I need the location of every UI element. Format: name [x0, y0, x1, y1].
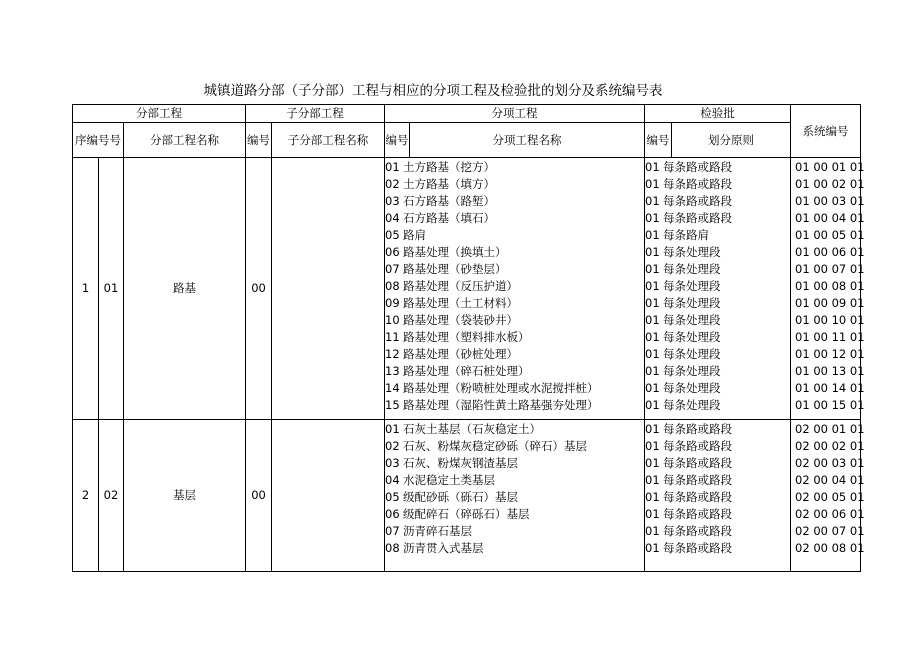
item-code: 06 — [385, 507, 400, 521]
item-line — [385, 523, 644, 540]
division-table — [72, 104, 865, 572]
batch-line — [645, 261, 790, 278]
batch-line — [645, 397, 790, 414]
batch-rule: 每条路或路段 — [663, 473, 733, 487]
item-line — [385, 380, 644, 397]
batch-line — [645, 489, 790, 506]
system-code: 02 00 02 01 — [795, 439, 865, 453]
item-name: 路基处理（湿陷性黄土路基强夯处理） — [403, 398, 599, 412]
batch-code: 01 — [645, 439, 660, 453]
batch-list — [645, 420, 791, 572]
batch-code: 01 — [645, 296, 660, 310]
batch-code: 01 — [645, 473, 660, 487]
item-line — [385, 193, 644, 210]
document-title: 城镇道路分部（子分部）工程与相应的分项工程及检验批的划分及系统编号表 — [203, 83, 663, 99]
item-line — [385, 506, 644, 523]
batch-rule: 每条路或路段 — [663, 160, 733, 174]
item-code: 06 — [385, 245, 400, 259]
batch-line — [645, 455, 790, 472]
item-name: 路基处理（换填土） — [403, 245, 507, 259]
item-code: 04 — [385, 211, 400, 225]
system-code: 01 00 08 01 — [795, 279, 865, 293]
batch-code: 01 — [645, 524, 660, 538]
item-line — [385, 421, 644, 438]
header-row-sub — [73, 123, 861, 158]
batch-line — [645, 278, 790, 295]
batch-line — [645, 540, 790, 557]
item-code: 01 — [385, 422, 400, 436]
batch-code: 01 — [645, 228, 660, 242]
batch-line — [645, 523, 790, 540]
item-code: 05 — [385, 228, 400, 242]
system-code-list — [791, 158, 865, 420]
batch-code: 01 — [645, 541, 660, 555]
batch-rule: 每条处理段 — [663, 347, 721, 361]
system-code: 01 00 11 01 — [795, 330, 865, 344]
group-sub-name — [272, 420, 385, 572]
item-code: 08 — [385, 541, 400, 555]
batch-code: 01 — [645, 262, 660, 276]
group-sub-code: 00 — [246, 158, 272, 420]
batch-rule: 每条路或路段 — [663, 507, 733, 521]
item-list — [385, 158, 645, 420]
header-zi-name: 子分部工程名称 — [272, 123, 385, 158]
system-code: 01 00 10 01 — [795, 313, 865, 327]
item-line — [385, 159, 644, 176]
batch-code: 01 — [645, 422, 660, 436]
item-code: 14 — [385, 381, 400, 395]
batch-line — [645, 176, 790, 193]
item-code: 15 — [385, 398, 400, 412]
header-jyp-code: 编号 — [645, 123, 672, 158]
item-line — [385, 176, 644, 193]
item-name: 土方路基（挖方） — [403, 160, 496, 174]
batch-line — [645, 329, 790, 346]
item-name: 路肩 — [403, 228, 427, 242]
batch-code: 01 — [645, 507, 660, 521]
batch-rule: 每条处理段 — [663, 330, 721, 344]
header-jyp-rule: 划分原则 — [672, 123, 791, 158]
batch-code: 01 — [645, 381, 660, 395]
item-list — [385, 420, 645, 572]
item-name: 石灰、粉煤灰稳定砂砾（碎石）基层 — [403, 439, 588, 453]
group-sub-name — [272, 158, 385, 420]
system-code: 01 00 07 01 — [795, 262, 865, 276]
batch-rule: 每条路或路段 — [663, 194, 733, 208]
group-seq: 2 — [73, 420, 99, 572]
item-code: 02 — [385, 177, 400, 191]
header-row-group — [73, 105, 861, 123]
batch-code: 01 — [645, 194, 660, 208]
batch-rule: 每条处理段 — [663, 398, 721, 412]
item-line — [385, 261, 644, 278]
batch-code: 01 — [645, 160, 660, 174]
item-line — [385, 455, 644, 472]
item-name: 水泥稳定土类基层 — [403, 473, 496, 487]
item-line — [385, 489, 644, 506]
system-code: 02 00 01 01 — [795, 422, 865, 436]
system-code: 02 00 03 01 — [795, 456, 865, 470]
system-code: 02 00 08 01 — [795, 541, 865, 555]
header-seq-code: 序编号号 — [73, 123, 124, 158]
group-sub-code: 00 — [246, 420, 272, 572]
batch-rule: 每条路或路段 — [663, 439, 733, 453]
item-code: 09 — [385, 296, 400, 310]
item-name: 石灰、粉煤灰钢渣基层 — [403, 456, 519, 470]
item-name: 路基处理（袋装砂井） — [403, 313, 519, 327]
batch-line — [645, 193, 790, 210]
system-code: 02 00 05 01 — [795, 490, 865, 504]
batch-line — [645, 312, 790, 329]
batch-rule: 每条路或路段 — [663, 177, 733, 191]
item-name: 路基处理（土工材料） — [403, 296, 519, 310]
item-name: 路基处理（塑料排水板） — [403, 330, 530, 344]
batch-code: 01 — [645, 364, 660, 378]
header-fenxiang: 分项工程 — [385, 105, 645, 123]
batch-code: 01 — [645, 177, 660, 191]
item-code: 05 — [385, 490, 400, 504]
batch-rule: 每条路或路段 — [663, 524, 733, 538]
item-line — [385, 227, 644, 244]
system-code: 01 00 13 01 — [795, 364, 865, 378]
item-line — [385, 244, 644, 261]
system-code: 01 00 15 01 — [795, 398, 865, 412]
batch-code: 01 — [645, 211, 660, 225]
item-code: 07 — [385, 524, 400, 538]
item-line — [385, 210, 644, 227]
batch-line — [645, 438, 790, 455]
item-code: 07 — [385, 262, 400, 276]
item-line — [385, 312, 644, 329]
item-name: 土方路基（填方） — [403, 177, 496, 191]
batch-rule: 每条路或路段 — [663, 541, 733, 555]
header-fx-name: 分项工程名称 — [410, 123, 645, 158]
item-name: 路基处理（砂桩处理） — [403, 347, 519, 361]
item-line — [385, 438, 644, 455]
item-code: 08 — [385, 279, 400, 293]
batch-line — [645, 346, 790, 363]
system-code: 01 00 12 01 — [795, 347, 865, 361]
item-name: 沥青贯入式基层 — [403, 541, 484, 555]
system-code: 01 00 04 01 — [795, 211, 865, 225]
item-name: 石方路基（路堑） — [403, 194, 496, 208]
item-line — [385, 540, 644, 557]
system-code: 01 00 02 01 — [795, 177, 865, 191]
batch-line — [645, 472, 790, 489]
item-name: 石方路基（填石） — [403, 211, 496, 225]
system-code: 01 00 09 01 — [795, 296, 865, 310]
item-name: 级配碎石（碎砾石）基层 — [403, 507, 530, 521]
batch-rule: 每条处理段 — [663, 262, 721, 276]
item-code: 13 — [385, 364, 400, 378]
system-code: 02 00 06 01 — [795, 507, 865, 521]
system-code: 02 00 04 01 — [795, 473, 865, 487]
header-fenbu: 分部工程 — [73, 105, 246, 123]
item-name: 路基处理（反压护道） — [403, 279, 519, 293]
header-jianyanpi: 检验批 — [645, 105, 791, 123]
item-line — [385, 295, 644, 312]
batch-rule: 每条路或路段 — [663, 490, 733, 504]
item-line — [385, 329, 644, 346]
system-code: 01 00 14 01 — [795, 381, 865, 395]
batch-rule: 每条处理段 — [663, 296, 721, 310]
item-code: 11 — [385, 330, 400, 344]
group-code: 01 — [99, 158, 124, 420]
batch-rule: 每条路或路段 — [663, 211, 733, 225]
batch-code: 01 — [645, 347, 660, 361]
item-code: 12 — [385, 347, 400, 361]
batch-code: 01 — [645, 456, 660, 470]
group-name: 基层 — [124, 420, 246, 572]
system-code: 01 00 03 01 — [795, 194, 865, 208]
item-name: 路基处理（砂垫层） — [403, 262, 507, 276]
header-fenbu-name: 分部工程名称 — [124, 123, 246, 158]
header-fx-code: 编号 — [385, 123, 410, 158]
batch-code: 01 — [645, 490, 660, 504]
system-code: 01 00 06 01 — [795, 245, 865, 259]
system-code-list — [791, 420, 865, 572]
batch-line — [645, 295, 790, 312]
group-code: 02 — [99, 420, 124, 572]
group-seq: 1 — [73, 158, 99, 420]
header-xitong: 系统编号 — [791, 105, 861, 158]
item-code: 03 — [385, 194, 400, 208]
batch-code: 01 — [645, 330, 660, 344]
batch-rule: 每条路肩 — [663, 228, 710, 242]
item-line — [385, 472, 644, 489]
batch-line — [645, 421, 790, 438]
batch-code: 01 — [645, 313, 660, 327]
batch-rule: 每条处理段 — [663, 381, 721, 395]
system-code: 01 00 01 01 — [795, 160, 865, 174]
group-name: 路基 — [124, 158, 246, 420]
batch-line — [645, 244, 790, 261]
item-name: 路基处理（粉喷桩处理或水泥搅拌桩） — [403, 381, 599, 395]
item-name: 石灰土基层（石灰稳定土） — [403, 422, 542, 436]
batch-line — [645, 380, 790, 397]
batch-line — [645, 210, 790, 227]
item-code: 02 — [385, 439, 400, 453]
item-line — [385, 278, 644, 295]
batch-rule: 每条处理段 — [663, 313, 721, 327]
batch-code: 01 — [645, 245, 660, 259]
batch-line — [645, 363, 790, 380]
batch-code: 01 — [645, 279, 660, 293]
item-line — [385, 397, 644, 414]
group-row-2 — [73, 420, 861, 572]
item-code: 10 — [385, 313, 400, 327]
group-row-1 — [73, 158, 861, 420]
system-code: 01 00 05 01 — [795, 228, 865, 242]
batch-rule: 每条处理段 — [663, 364, 721, 378]
item-line — [385, 346, 644, 363]
item-line — [385, 363, 644, 380]
batch-rule: 每条路或路段 — [663, 456, 733, 470]
item-name: 级配砂砾（砾石）基层 — [403, 490, 519, 504]
batch-line — [645, 159, 790, 176]
batch-code: 01 — [645, 398, 660, 412]
item-code: 04 — [385, 473, 400, 487]
header-zi-code: 编号 — [246, 123, 272, 158]
item-name: 路基处理（碎石桩处理） — [403, 364, 530, 378]
item-name: 沥青碎石基层 — [403, 524, 473, 538]
item-code: 03 — [385, 456, 400, 470]
batch-rule: 每条处理段 — [663, 279, 721, 293]
system-code: 02 00 07 01 — [795, 524, 865, 538]
batch-line — [645, 227, 790, 244]
batch-line — [645, 506, 790, 523]
item-code: 01 — [385, 160, 400, 174]
header-zifenbu: 子分部工程 — [246, 105, 385, 123]
batch-rule: 每条处理段 — [663, 245, 721, 259]
batch-rule: 每条路或路段 — [663, 422, 733, 436]
batch-list — [645, 158, 791, 420]
